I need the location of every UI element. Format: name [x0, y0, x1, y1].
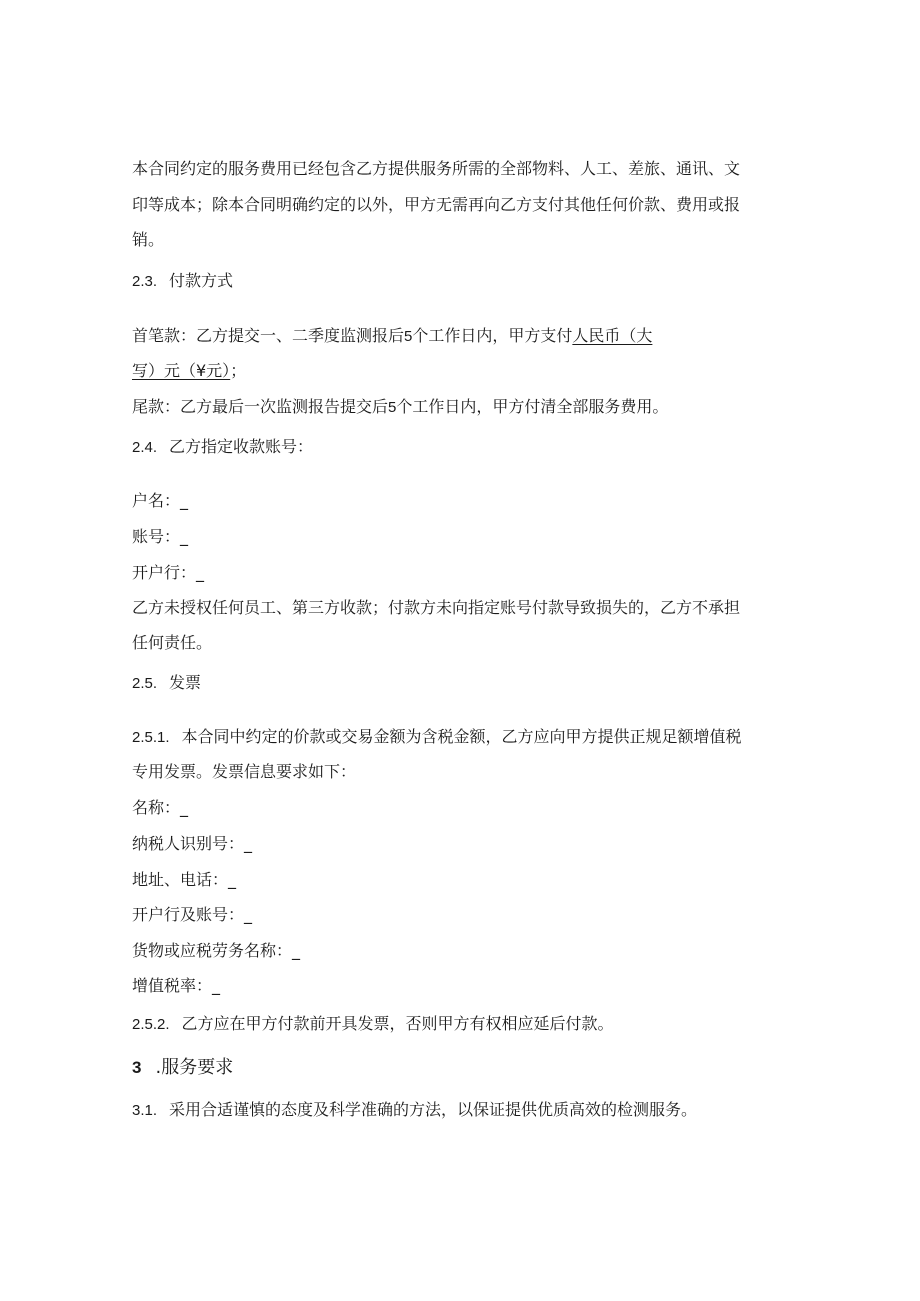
- section-text: 采用合适谨慎的态度及科学准确的方法，以保证提供优质高效的检测服务。: [169, 1100, 698, 1119]
- first-payment-line-1: [132, 326, 652, 347]
- fee-paragraph-line-2: 印等成本；除本合同明确约定的以外，甲方无需再向乙方支付其他任何价款、费用或报: [132, 195, 741, 214]
- section-3-heading: [132, 1058, 233, 1078]
- section-title: 发票: [169, 673, 202, 692]
- invoice-bank-field: 开户行及账号：_: [132, 905, 253, 924]
- account-number-field: 账号：_: [132, 527, 189, 546]
- account-bank-field: 开户行：_: [132, 563, 205, 582]
- section-number: 2.4.: [132, 439, 158, 456]
- final-payment-text-2: 个工作日内，甲方付清全部服务费用。: [396, 397, 669, 416]
- fee-paragraph-line-1: 本合同约定的服务费用已经包含乙方提供服务所需的全部物料、人工、差旅、通讯、文: [132, 159, 741, 178]
- section-3-1: [132, 1100, 697, 1121]
- section-number: 3.1.: [132, 1102, 158, 1119]
- section-2-5-2: [132, 1014, 614, 1035]
- first-payment-end: ；: [230, 361, 247, 380]
- section-title: .服务要求: [155, 1057, 234, 1078]
- fee-paragraph-line-3: 销。: [132, 230, 165, 249]
- section-2-5-1-line-2: 专用发票。发票信息要求如下：: [132, 762, 357, 781]
- section-number: 2.5.2.: [132, 1016, 170, 1033]
- invoice-goods-field: 货物或应税劳务名称：_: [132, 941, 301, 960]
- section-title: 付款方式: [169, 271, 234, 290]
- account-note-line-2: 任何责任。: [132, 633, 213, 652]
- section-2-4-heading: [132, 437, 313, 458]
- section-text: 本合同中约定的价款或交易金额为含税金额，乙方应向甲方提供正规足额增值税: [181, 727, 742, 746]
- first-payment-amount-blank-2: 写）元（¥元）: [132, 361, 231, 380]
- first-payment-days: 5: [404, 328, 413, 345]
- section-number: 2.5.1.: [132, 729, 170, 746]
- first-payment-amount-blank: 人民币（大: [572, 326, 653, 345]
- account-note-line-1: 乙方未授权任何员工、第三方收款；付款方未向指定账号付款导致损失的，乙方不承担: [132, 598, 741, 617]
- invoice-rate-field: 增值税率：_: [132, 976, 221, 995]
- section-number: 2.3.: [132, 273, 158, 290]
- section-number: 3: [132, 1058, 142, 1077]
- first-payment-text-2: 个工作日内，甲方支付: [412, 326, 573, 345]
- final-payment: [132, 397, 668, 418]
- section-2-5-heading: [132, 673, 201, 694]
- section-number: 2.5.: [132, 675, 158, 692]
- final-payment-days: 5: [388, 399, 397, 416]
- section-text: 乙方应在甲方付款前开具发票，否则甲方有权相应延后付款。: [181, 1014, 614, 1033]
- final-payment-text: 尾款：乙方最后一次监测报告提交后: [132, 397, 389, 416]
- first-payment-text: 首笔款：乙方提交一、二季度监测报后: [132, 326, 405, 345]
- section-title: 乙方指定收款账号：: [169, 437, 314, 456]
- invoice-address-field: 地址、电话：_: [132, 870, 237, 889]
- section-2-5-1-line-1: [132, 727, 742, 748]
- first-payment-line-2: [132, 361, 246, 381]
- invoice-taxid-field: 纳税人识别号：_: [132, 834, 253, 853]
- section-2-3-heading: [132, 271, 233, 292]
- invoice-name-field: 名称：_: [132, 798, 189, 817]
- account-name-field: 户名：_: [132, 491, 189, 510]
